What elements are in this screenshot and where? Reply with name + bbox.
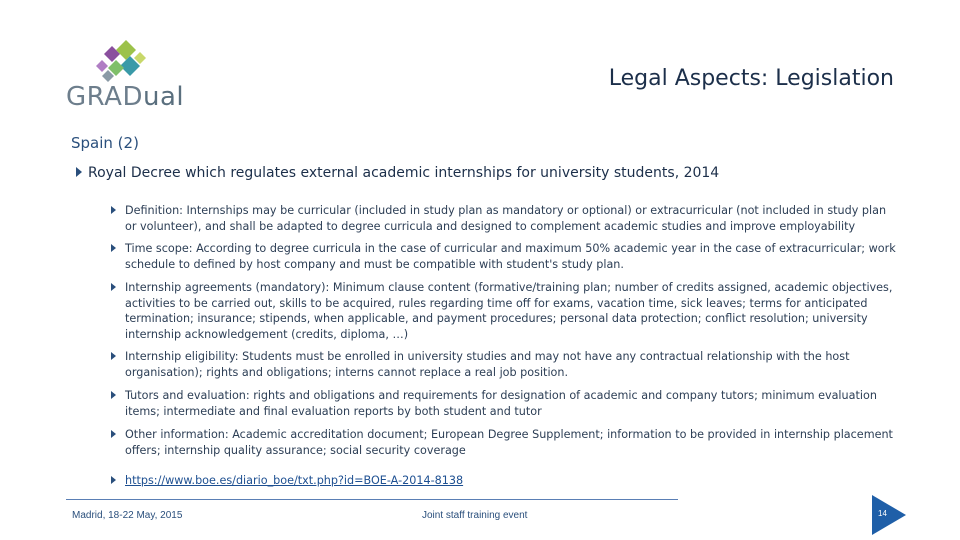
logo-text: GRADual: [66, 82, 185, 112]
list-item-text: Internship eligibility: Students must be enrolled in university studies and may not have any contractual relationship with the host organisation); rights and obligations; interns cannot replace a real job position.: [125, 350, 850, 379]
bullet-arrow-icon: [76, 167, 82, 177]
bullet-arrow-icon: [111, 430, 116, 438]
gradual-logo: [66, 38, 185, 112]
bullet-arrow-icon: [111, 244, 116, 252]
boe-link[interactable]: https://www.boe.es/diario_boe/txt.php?id=BOE-A-2014-8138: [125, 474, 464, 487]
list-item-text: Internship agreements (mandatory): Minimum clause content (formative/training plan; number of credits assigned, academic objectives, activities to be carried out, skills to be acquired, rules regarding time off for exams, vacation time, sick leaves; terms for anticipated termination; insurance; stipends, when applicable, and payment procedures; personal data protection; conflict resolution; university internship acknowledgement (credits, diploma, …): [125, 281, 893, 341]
list-item: [110, 280, 900, 342]
main-bullet: [76, 165, 719, 181]
bullet-arrow-icon: [111, 283, 116, 291]
list-item-text: Time scope: According to degree curricula in the case of curricular and maximum 50% academic year in the case of extracurricular; work schedule to defined by host company and must be compatible with student's study plan.: [125, 242, 896, 271]
main-bullet-text: Royal Decree which regulates external academic internships for university students, 2014: [88, 165, 720, 181]
list-item: [110, 203, 900, 234]
list-item-link: [110, 473, 900, 489]
list-item: [110, 388, 900, 419]
section-subtitle: Spain (2): [71, 134, 139, 152]
footer-divider: [66, 499, 678, 500]
list-item-text: Definition: Internships may be curricular (included in study plan as mandatory or optional) or extracurricular (not included in study plan or volunteer), and shall be adapted to degree curricula and designed to complement academic studies and improve employability: [125, 204, 887, 233]
footer-date: Madrid, 18-22 May, 2015: [72, 510, 183, 521]
list-item: [110, 427, 900, 458]
list-item: [110, 349, 900, 380]
list-item-text: Tutors and evaluation: rights and obligations and requirements for designation of academic and company tutors; minimum evaluation items; intermediate and final evaluation reports by both student and tutor: [125, 389, 877, 418]
page-number-badge: [872, 495, 906, 535]
page-number: 14: [878, 509, 887, 518]
bullet-arrow-icon: [111, 352, 116, 360]
footer-event: Joint staff training event: [422, 510, 528, 521]
logo-mark-icon: [86, 38, 150, 84]
list-item: [110, 241, 900, 272]
page-title: Legal Aspects: Legislation: [608, 66, 894, 91]
list-item-text: Other information: Academic accreditation document; European Degree Supplement; information to be provided in internship placement offers; internship quality assurance; social security coverage: [125, 428, 893, 457]
bullet-arrow-icon: [111, 391, 116, 399]
bullet-arrow-icon: [111, 206, 116, 214]
bullet-arrow-icon: [111, 476, 116, 484]
